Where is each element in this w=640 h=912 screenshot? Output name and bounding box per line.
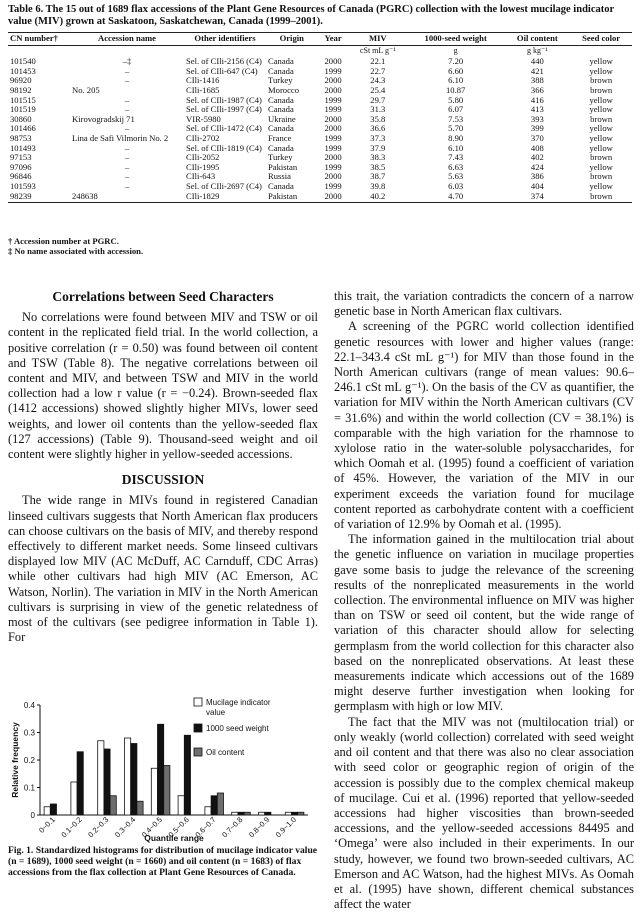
table-cell: yellow — [589, 161, 613, 172]
table-cell: yellow — [589, 132, 613, 143]
table-cell: Turkey — [268, 75, 293, 86]
table-cell: 98192 — [10, 84, 32, 95]
table-cell: yellow — [589, 94, 613, 105]
table-cell: – — [124, 65, 130, 76]
table-cell: 1999 — [324, 180, 342, 191]
bar-oil-content — [244, 812, 250, 815]
bar-mucilage — [285, 812, 291, 815]
table-cell: yellow — [589, 123, 613, 134]
table-cell: 6.63 — [448, 161, 464, 172]
legend-label: 1000 seed weight — [206, 724, 269, 733]
table-caption: Table 6. The 15 out of 1689 flax accessions of the Plant Gene Resources of Canada (PGRC) collection with the lowest mucilage indicator value (MIV) grown at Saskatoon, Saskatchewan, Canada (1999–2001). — [8, 4, 614, 27]
table-cell: 39.8 — [370, 180, 386, 191]
table-header-cell: 1000-seed weight — [407, 33, 504, 46]
table-cell: Canada — [268, 65, 294, 76]
x-tick-label: 0.4~0.5 — [139, 815, 165, 840]
table-cell: Pakistan — [268, 161, 298, 172]
table-cell: Sel. of CIli-1987 (C4) — [186, 94, 262, 105]
table-cell: 366 — [530, 84, 544, 95]
bar-seed-weight — [184, 735, 190, 815]
table-cell: 101593 — [10, 180, 36, 191]
bar-seed-weight — [211, 796, 217, 815]
bar-oil-content — [110, 796, 116, 815]
table-cell: 40.2 — [349, 192, 407, 203]
table-cell: 36.6 — [370, 123, 386, 134]
table-cell: 96846 — [10, 171, 32, 182]
table-cell: 25.4 — [370, 84, 386, 95]
table-cell: 1999 — [324, 132, 342, 143]
table-cell: CIli-1995 — [186, 161, 220, 172]
table-cell: 98239 — [8, 192, 70, 203]
table-cell: 2000 — [324, 113, 342, 124]
table-cell: 1999 — [324, 94, 342, 105]
bar-seed-weight — [265, 812, 271, 815]
x-axis-label: Quantile range — [144, 833, 204, 843]
paragraph-right-continued: this trait, the variation contradicts the concern of a narrow genetic base in North American flax cultivars. — [334, 289, 634, 319]
table-cell: 413 — [530, 104, 544, 115]
table-header-row — [8, 33, 632, 46]
paragraph-discussion-1: The wide range in MIVs found in registered Canadian linseed cultivars suggests that North American flax producers can choose cultivars on the basis of MIV, and thereby respond effectively to different market needs. Some linseed cultivars displayed low MIV (AC McDuff, AC Carnduff, CDC Arras) while other cultivars had high MIV (AC Emerson, AC Watson, Norlin). The variation in MIV in the North American cultivars is surprising in view of the genetic relatedness of most of the cultivars (see pedigree information in Table 1). For — [8, 493, 318, 645]
x-tick-label: 0~0.1 — [37, 815, 57, 835]
table-cell: 7.20 — [448, 56, 464, 67]
table-body — [8, 57, 632, 202]
legend-swatch — [194, 724, 202, 732]
table-cell: – — [124, 142, 130, 153]
table-cell: 97153 — [10, 152, 32, 163]
table-cell: 6.10 — [448, 75, 464, 86]
table-cell: 37.3 — [370, 132, 386, 143]
table-unit-cell: g kg⁻¹ — [527, 45, 548, 55]
table-cell: 2000 — [318, 192, 349, 203]
table-unit-cell: g — [453, 45, 458, 55]
bar-mucilage — [125, 738, 131, 815]
table-header-cell: Origin — [266, 33, 318, 46]
table-cell: Canada — [268, 56, 294, 67]
table-cell: CIli-1416 — [186, 75, 220, 86]
table-cell: 37.9 — [370, 142, 386, 153]
table-cell: Canada — [268, 180, 294, 191]
table-cell: 386 — [530, 171, 544, 182]
y-tick-label: 0.3 — [23, 728, 35, 738]
table-cell: Canada — [268, 123, 294, 134]
table-cell: 1999 — [324, 142, 342, 153]
table-cell: 101493 — [10, 142, 36, 153]
bar-mucilage — [44, 807, 50, 815]
table-6 — [8, 32, 632, 203]
table-cell: 29.7 — [370, 94, 386, 105]
x-tick-label: 0.7~0.8 — [220, 815, 245, 840]
table-cell: CIli-1685 — [186, 84, 220, 95]
table-cell: 6.60 — [448, 65, 464, 76]
paragraph-correlations: No correlations were found between MIV and TSW or oil content in the replicated field trial. In the world collection, a positive correlation (r = 0.50) was found between oil content and TSW (Table 8). The negative correlations between oil content and MIV, and between TSW and MIV in the world collection had a low r value (r = −0.24). Brown-seeded flax (1412 accessions) showed slightly higher MIVs, lower seed weights, and lower oil contents than the yellow-seeded flax (127 accessions) (Table 9). Thousand-seed weight and oil content were slightly higher in yellow-seeded accessions. — [8, 310, 318, 462]
table-cell: CIli-2702 — [186, 132, 220, 143]
histogram-chart — [8, 675, 318, 845]
table-cell: Morocco — [268, 84, 300, 95]
table-header-cell: Accession name — [70, 33, 184, 46]
table-cell: 10.87 — [445, 84, 466, 95]
table-cell: – — [124, 152, 130, 163]
table-cell: Sel. of CIli-647 (C4) — [186, 65, 258, 76]
table-cell: 374 — [504, 192, 570, 203]
table-cell: Kirovogradskij 71 — [72, 113, 135, 124]
bar-oil-content — [137, 801, 143, 815]
bar-mucilage — [151, 768, 157, 815]
table-cell: 35.8 — [370, 113, 386, 124]
table-cell: – — [124, 123, 130, 134]
table-cell: – — [124, 94, 130, 105]
table-cell: Canada — [268, 142, 294, 153]
table-header-cell: Year — [318, 33, 349, 46]
table-cell: Sel. of CIli-2697 (C4) — [186, 180, 262, 191]
figure-caption: Fig. 1. Standardized histograms for distribution of mucilage indicator value (n = 1689), 1000 seed weight (n = 1660) and oil content (n = 1683) of flax accessions from the flax collection at Plant Gene Resources of Canada. — [8, 845, 318, 878]
table-cell: 2000 — [324, 152, 342, 163]
table-unit-cell: cSt mL g⁻¹ — [359, 45, 396, 55]
table-footnotes — [8, 236, 143, 256]
table-cell: France — [268, 132, 292, 143]
bar-seed-weight — [292, 812, 298, 815]
y-tick-label: 0.2 — [23, 756, 35, 765]
x-tick-label: 0.8~0.9 — [247, 815, 272, 840]
table-cell: Sel. of CIli-1472 (C4) — [186, 123, 262, 134]
table-cell: 416 — [530, 94, 544, 105]
table-cell: – — [124, 180, 130, 191]
table-cell: 421 — [530, 65, 544, 76]
bar-seed-weight — [104, 749, 110, 815]
table-cell: brown — [570, 192, 632, 203]
table-cell: 101466 — [10, 123, 36, 134]
table-cell: – — [124, 161, 130, 172]
bar-seed-weight — [238, 812, 244, 815]
bar-mucilage — [205, 807, 211, 815]
legend-label: Oil content — [206, 748, 245, 757]
bar-mucilage — [232, 812, 238, 815]
legend-swatch — [194, 698, 202, 706]
table-cell: yellow — [589, 56, 613, 67]
table-cell: 399 — [530, 123, 544, 134]
table-header-cell: CN number† — [8, 33, 70, 46]
table-cell: yellow — [589, 104, 613, 115]
table-cell: CIli-643 — [186, 171, 216, 182]
bar-oil-content — [164, 766, 170, 816]
bar-oil-content — [217, 793, 223, 815]
table-cell: – — [124, 171, 130, 182]
x-tick-label: 0.1~0.2 — [59, 815, 84, 840]
x-tick-label: 0.9~1.0 — [273, 815, 299, 840]
table-header-cell: MIV — [349, 33, 407, 46]
table-cell: 7.43 — [448, 152, 464, 163]
x-tick-label: 0.6~0.7 — [193, 815, 218, 840]
table-cell: 101515 — [10, 94, 36, 105]
table-cell: Sel. of CIli-1819 (C4) — [186, 142, 262, 153]
table-cell: 38.7 — [370, 171, 386, 182]
table-cell: brown — [590, 152, 613, 163]
bar-mucilage — [71, 782, 77, 815]
bar-seed-weight — [50, 804, 56, 815]
legend-label-part: value — [206, 708, 226, 717]
table-cell: 424 — [530, 161, 544, 172]
table-cell: Sel. of CIli-1997 (C4) — [186, 104, 262, 115]
table-cell: 5.63 — [448, 171, 464, 182]
paragraph-screening: A screening of the PGRC world collection identified genetic resources with lower and higher values (range: 22.1–343.4 cSt mL g⁻¹) for MIV than those found in the North American cultivars (range of mean values: 90.6–246.1 cSt mL g⁻¹). On the basis of the CV as quantifier, the variation for MIV within the North American cultivars (CV = 31.6%) and within the world collection (CV = 38.1%) is comparable with the high variation for the rhamnose to xylolose ratio in the water-soluble polysaccharides, for which Oomah et al. (1995) found a coefficient of variation of 45%. However, the variation of the MIV in our experiment exceeds the variation found for mucilage content reported as carbohydrate content with a coefficient of variation of 12.9% by Oomah et al. (1995). — [334, 319, 634, 532]
table-cell: 5.80 — [448, 94, 464, 105]
table-header-cell: Other identifiers — [184, 33, 266, 46]
bar-mucilage — [98, 741, 104, 815]
y-tick-label: 0.1 — [23, 783, 35, 793]
table-cell: 30860 — [10, 113, 32, 124]
table-cell: 2000 — [324, 123, 342, 134]
table-cell: 4.70 — [407, 192, 504, 203]
table-cell: 22.1 — [370, 56, 386, 67]
table-cell: No. 205 — [72, 84, 100, 95]
table-cell: VIR-5980 — [186, 113, 221, 124]
table-cell: 31.3 — [370, 104, 386, 115]
paragraph-correlation-discussion: The fact that the MIV was not (multilocation trial) or only weakly (world collection) correlated with seed weight and oil content and that there was also no clear association with seed color or geographic region of origin of the accession is possibly due to the complex chemical makeup of mucilage. Cui et al. (1996) reported that yellow-seeded accessions had higher viscosities than brown-seeded accessions, and the yellow-seeded accessions 84495 and ‘Omega’ were also included in their experiments. In our study, however, we found two brown-seeded cultivars, AC Emerson and AC Watson, had the highest MIVs. As Oomah et al. (1995) have shown, different chemical substances affect the water — [334, 714, 634, 912]
table-cell: 7.53 — [448, 113, 464, 124]
table-cell: 2000 — [324, 75, 342, 86]
bar-oil-content — [298, 812, 304, 815]
table-cell: yellow — [589, 142, 613, 153]
right-column — [334, 289, 634, 912]
table-cell: CIli-2052 — [186, 152, 220, 163]
y-axis-label: Relative frequency — [10, 722, 20, 798]
table-cell: 248638 — [70, 192, 184, 203]
table-cell: 5.70 — [448, 123, 464, 134]
bar-seed-weight — [131, 744, 137, 816]
legend-swatch — [194, 748, 202, 756]
section-heading-correlations: Correlations between Seed Characters — [52, 289, 274, 304]
table-cell: 98753 — [10, 132, 32, 143]
section-heading-discussion: DISCUSSION — [121, 472, 205, 488]
table-cell: 393 — [530, 113, 544, 124]
table-cell: – — [124, 104, 130, 115]
table-cell: yellow — [589, 65, 613, 76]
table-cell: 101519 — [10, 104, 36, 115]
table-cell: 388 — [530, 75, 544, 86]
left-column — [8, 289, 318, 645]
table-cell: 8.90 — [448, 132, 464, 143]
table-cell: –‡ — [122, 56, 132, 67]
table-cell: Russia — [268, 171, 291, 182]
table-cell: 6.03 — [448, 180, 464, 191]
y-tick-label: 0 — [30, 811, 35, 820]
x-tick-label: 0.5~0.6 — [166, 815, 191, 840]
table-cell: Ukraine — [268, 113, 296, 124]
bar-mucilage — [178, 796, 184, 815]
footnote-accession: † Accession number at PGRC. — [8, 236, 119, 246]
table-cell: 2000 — [324, 171, 342, 182]
table-cell: Turkey — [268, 152, 293, 163]
table-cell: 404 — [530, 180, 544, 191]
paragraph-multilocation: The information gained in the multilocation trial about the genetic influence on variation in mucilage properties gave some basis to judge the relevance of the screening results of the nonreplicated measurements in the world collection. The environmental influence on MIV was higher than on TSW or seed oil content, but the wide range of variation of this character should allow for selecting germplasm from the world collection for this character also based on the nonreplicated observations. At least these measurements indicate which accessions out of the 1689 might deserve further investigation when looking for germplasm with high or low MIV. — [334, 532, 634, 714]
table-cell: Canada — [268, 104, 294, 115]
table-cell: 97096 — [10, 161, 32, 172]
y-tick-label: 0.4 — [23, 701, 35, 710]
table-cell: 440 — [530, 56, 544, 67]
table-cell: Pakistan — [266, 192, 318, 203]
table-cell: 2000 — [324, 56, 342, 67]
table-header-cell: Seed color — [570, 33, 632, 46]
table-cell: 38.3 — [370, 152, 386, 163]
table-cell: Canada — [268, 94, 294, 105]
table-cell: 38.5 — [370, 161, 386, 172]
table-cell: brown — [590, 75, 613, 86]
table-cell: Sel. of CIli-2156 (C4) — [186, 56, 262, 67]
table-cell: 6.07 — [448, 104, 464, 115]
table-header-cell: Oil content — [504, 33, 570, 46]
table-cell: 402 — [530, 152, 544, 163]
x-tick-label: 0.2~0.3 — [86, 815, 111, 840]
table-cell: 101453 — [10, 65, 36, 76]
table-cell: – — [124, 75, 130, 86]
table-cell: 6.10 — [448, 142, 464, 153]
x-tick-label: 0.3~0.4 — [113, 815, 138, 840]
table-cell: brown — [590, 84, 613, 95]
legend-label-part: Mucilage indicator — [206, 698, 271, 707]
table-cell: 1999 — [324, 65, 342, 76]
figure-1 — [8, 675, 318, 845]
table-cell: 101540 — [10, 56, 36, 67]
table-cell: 1999 — [324, 104, 342, 115]
table-cell: 96920 — [10, 75, 32, 86]
table-cell: Lina de Safi Vilmorin No. 2 — [72, 132, 169, 143]
table-row — [8, 192, 632, 203]
table-cell: 24.3 — [370, 75, 386, 86]
table-cell: 408 — [530, 142, 544, 153]
table-cell: brown — [590, 171, 613, 182]
table-cell: CIli-1829 — [184, 192, 266, 203]
table-cell: 22.7 — [370, 65, 386, 76]
table-cell: 1999 — [324, 161, 342, 172]
table-cell: brown — [590, 113, 613, 124]
table-cell: 370 — [530, 132, 544, 143]
footnote-no-name: ‡ No name associated with accession. — [8, 246, 144, 256]
table-cell: 2000 — [324, 84, 342, 95]
bar-seed-weight — [158, 724, 164, 815]
bar-mucilage — [259, 812, 265, 815]
bar-seed-weight — [77, 752, 83, 815]
table-cell: yellow — [589, 180, 613, 191]
